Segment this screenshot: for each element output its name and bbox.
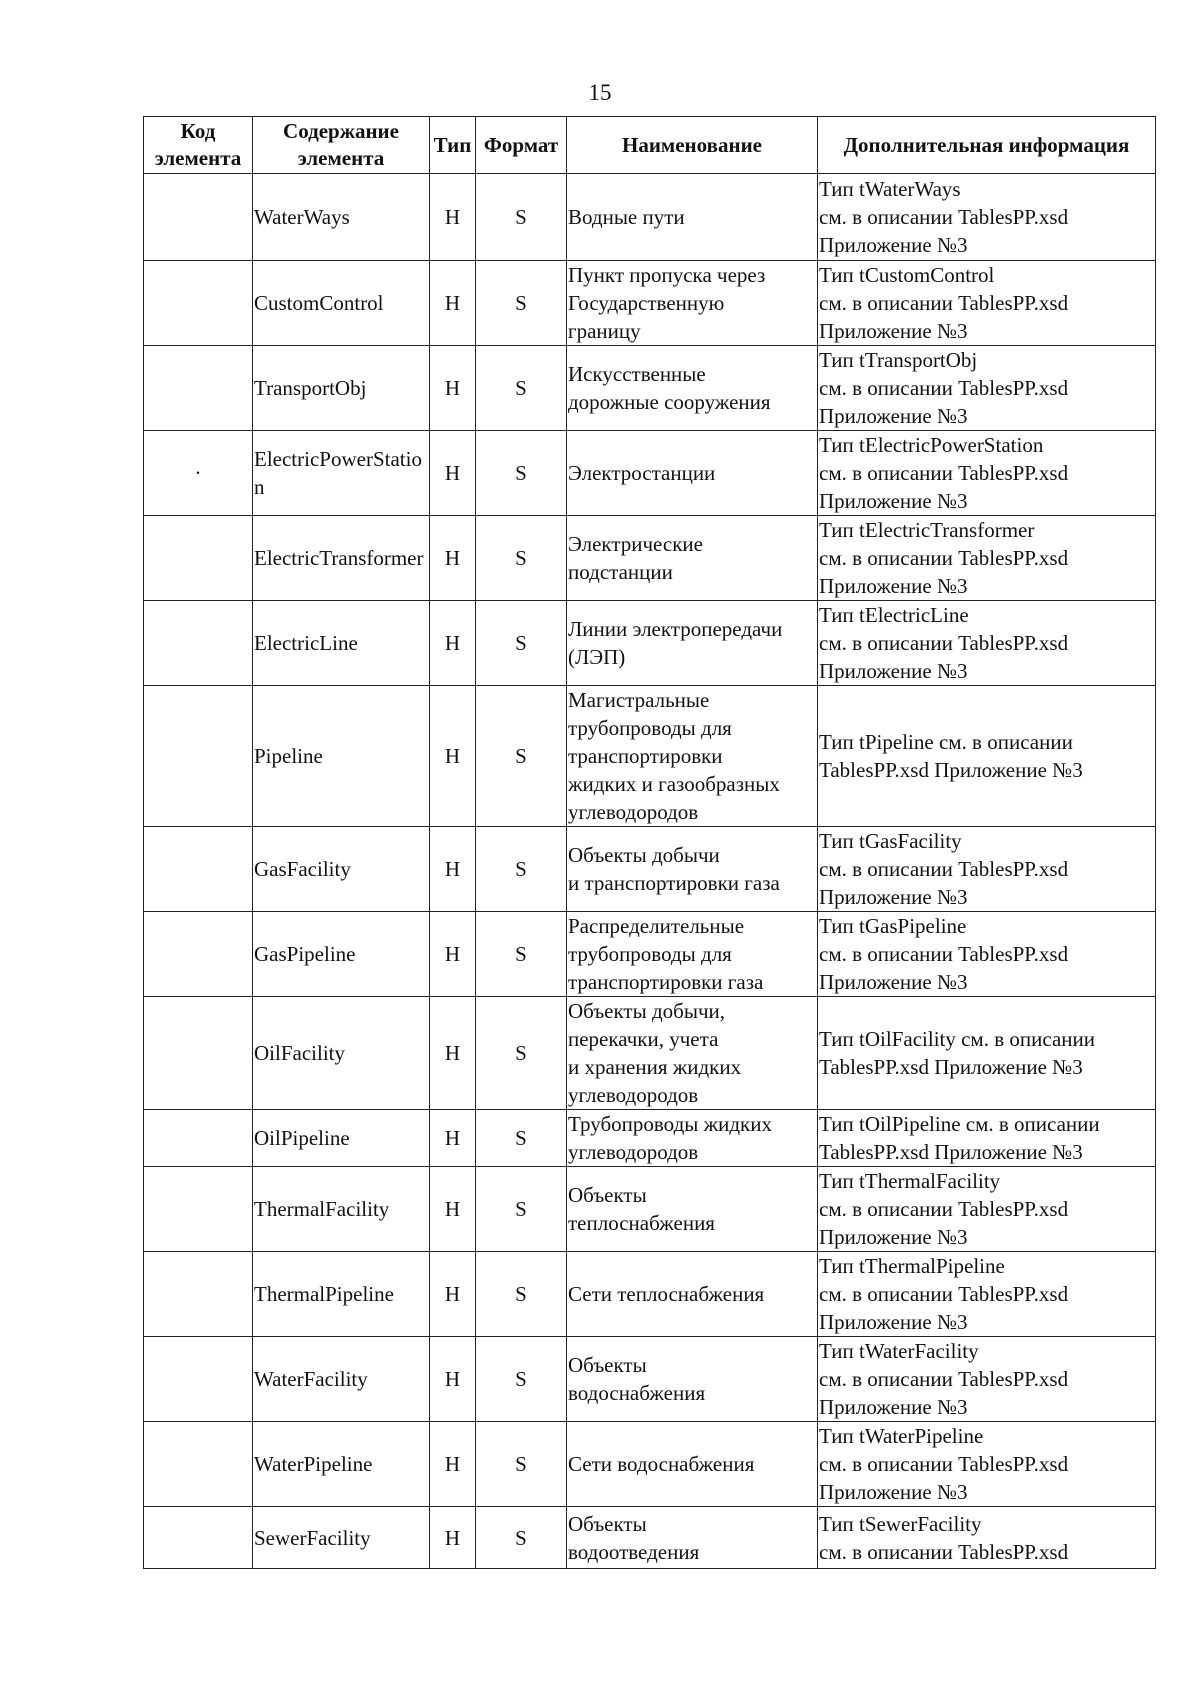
cell-type-text: Н: [444, 1367, 461, 1391]
cell-type: [430, 1252, 476, 1337]
cell-type-text: Н: [444, 857, 461, 881]
cell-format: [476, 912, 567, 997]
cell-code-text: ·: [194, 461, 202, 485]
cell-format: [476, 346, 567, 431]
cell-name-text: Объекты водоотведения: [568, 1511, 700, 1564]
cell-content: [253, 1252, 430, 1337]
cell-type-text: Н: [444, 291, 461, 315]
cell-format-text: S: [515, 1525, 527, 1550]
cell-info-text: Тип tThermalPipeline см. в описании TablesPP.xsd Приложение №3: [819, 1254, 1069, 1334]
header-type: Тип: [430, 117, 476, 174]
table-row: [144, 1337, 1156, 1422]
cell-info: [818, 516, 1156, 601]
cell-info-text: Тип tElectricPowerStation см. в описании TablesPP.xsd Приложение №3: [819, 433, 1069, 513]
cell-name-text: Пункт пропуска через Государственную границу: [568, 263, 766, 343]
cell-type: [430, 1422, 476, 1507]
cell-type: [430, 1167, 476, 1252]
cell-content: [253, 912, 430, 997]
cell-format-text: S: [515, 857, 527, 881]
cell-info-text: Тип tThermalFacility см. в описании TablesPP.xsd Приложение №3: [819, 1169, 1069, 1249]
cell-name: [567, 997, 818, 1110]
cell-code: [144, 431, 253, 516]
cell-content-text: GasFacility: [254, 857, 351, 881]
cell-content-text: WaterPipeline: [254, 1452, 373, 1476]
cell-name: [567, 1337, 818, 1422]
cell-format: [476, 601, 567, 686]
cell-format: [476, 997, 567, 1110]
table-row: [144, 686, 1156, 827]
cell-info: [818, 261, 1156, 346]
cell-format: [476, 1337, 567, 1422]
cell-type: [430, 827, 476, 912]
cell-content: [253, 516, 430, 601]
cell-name-text: Линии электропередачи (ЛЭП): [568, 617, 783, 669]
cell-type-text: Н: [444, 461, 461, 485]
cell-name: [567, 686, 818, 827]
cell-name: [567, 1507, 818, 1569]
cell-type-text: Н: [444, 1041, 461, 1065]
cell-name-text: Сети водоснабжения: [568, 1452, 755, 1476]
cell-type: [430, 1507, 476, 1569]
cell-format: [476, 827, 567, 912]
cell-code: [144, 1507, 253, 1569]
cell-format-text: S: [515, 291, 527, 315]
cell-format-text: S: [515, 1126, 527, 1150]
cell-content-text: WaterFacility: [254, 1367, 368, 1391]
cell-name-text: Сети теплоснабжения: [568, 1282, 765, 1306]
header-info: Дополнительная информация: [818, 117, 1156, 174]
cell-name-text: Объекты теплоснабжения: [568, 1183, 715, 1235]
cell-code: [144, 997, 253, 1110]
cell-info-text: Тип tPipeline см. в описании TablesPP.xsd Приложение №3: [819, 730, 1083, 782]
cell-content: [253, 431, 430, 516]
cell-format-text: S: [515, 744, 527, 768]
cell-content-text: TransportObj: [254, 376, 367, 400]
table-row: [144, 174, 1156, 261]
cell-code: [144, 1337, 253, 1422]
cell-name-text: Водные пути: [568, 205, 685, 229]
cell-content: [253, 174, 430, 261]
cell-content-text: GasPipeline: [254, 942, 356, 966]
cell-content: [253, 1337, 430, 1422]
cell-type: [430, 346, 476, 431]
cell-code: [144, 1252, 253, 1337]
header-name: Наименование: [567, 117, 818, 174]
cell-name-text: Искусственные дорожные сооружения: [568, 362, 771, 414]
cell-name: [567, 431, 818, 516]
cell-type-text: Н: [444, 546, 461, 570]
cell-type: [430, 174, 476, 261]
table-row: [144, 912, 1156, 997]
cell-content: [253, 1167, 430, 1252]
cell-info-text: Тип tWaterFacility см. в описании TablesPP.xsd Приложение №3: [819, 1339, 1069, 1419]
cell-type-text: Н: [444, 631, 461, 655]
cell-type: [430, 431, 476, 516]
cell-info-text: Тип tCustomControl см. в описании TablesPP.xsd Приложение №3: [819, 263, 1069, 343]
cell-content: [253, 1507, 430, 1569]
cell-name: [567, 1110, 818, 1167]
cell-type: [430, 912, 476, 997]
cell-code: [144, 1422, 253, 1507]
cell-code: [144, 346, 253, 431]
cell-format: [476, 516, 567, 601]
cell-content-text: ThermalFacility: [254, 1197, 390, 1221]
cell-name: [567, 912, 818, 997]
header-content: Содержание элемента: [253, 117, 430, 174]
cell-content-text: ElectricLine: [254, 631, 358, 655]
cell-format-text: S: [515, 461, 527, 485]
cell-content: [253, 997, 430, 1110]
cell-code: [144, 1110, 253, 1167]
header-row: [144, 117, 1156, 174]
cell-info: [818, 174, 1156, 261]
cell-name-text: Объекты добычи и транспортировки газа: [568, 843, 780, 895]
cell-content: [253, 346, 430, 431]
cell-info: [818, 1167, 1156, 1252]
cell-type: [430, 997, 476, 1110]
cell-name-text: Электростанции: [568, 461, 716, 485]
cell-format: [476, 1507, 567, 1569]
cell-content-text: ThermalPipeline: [254, 1282, 394, 1306]
table-row: [144, 601, 1156, 686]
cell-name-text: Магистральные трубопроводы для транспортировки жидких и газообразных углеводородов: [568, 688, 780, 824]
cell-content: [253, 261, 430, 346]
cell-content-text: OilPipeline: [254, 1126, 350, 1150]
cell-format-text: S: [515, 546, 527, 570]
cell-format-text: S: [515, 1452, 527, 1476]
cell-info-text: Тип tOilPipeline см. в описании TablesPP.xsd Приложение №3: [819, 1112, 1100, 1164]
cell-info: [818, 686, 1156, 827]
cell-format-text: S: [515, 1197, 527, 1221]
cell-content-text: SewerFacility: [254, 1525, 371, 1550]
cell-type-text: Н: [444, 1452, 461, 1476]
cell-info: [818, 997, 1156, 1110]
cell-name: [567, 174, 818, 261]
cell-type-text: Н: [444, 1282, 461, 1306]
cell-name: [567, 827, 818, 912]
cell-code: [144, 1167, 253, 1252]
element-table: [143, 116, 1156, 1569]
cell-content-text: Pipeline: [254, 744, 323, 768]
cell-content: [253, 1422, 430, 1507]
cell-name-text: Трубопроводы жидких углеводородов: [568, 1112, 772, 1164]
cell-content: [253, 827, 430, 912]
table-row: [144, 1167, 1156, 1252]
cell-content-text: ElectricTransformer: [254, 546, 424, 570]
cell-format-text: S: [515, 942, 527, 966]
cell-content-text: CustomControl: [254, 291, 384, 315]
header-format: Формат: [476, 117, 567, 174]
cell-format: [476, 686, 567, 827]
cell-info-text: Тип tWaterWays см. в описании TablesPP.xsd Приложение №3: [819, 177, 1069, 257]
cell-name: [567, 601, 818, 686]
cell-code: [144, 686, 253, 827]
cell-name-text: Объекты добычи, перекачки, учета и хранения жидких углеводородов: [568, 999, 742, 1107]
cell-format: [476, 174, 567, 261]
cell-content: [253, 1110, 430, 1167]
cell-content: [253, 686, 430, 827]
cell-info: [818, 1252, 1156, 1337]
cell-type-text: Н: [444, 942, 461, 966]
cell-content-text: OilFacility: [254, 1041, 345, 1065]
cell-info-text: Тип tElectricLine см. в описании TablesPP.xsd Приложение №3: [819, 603, 1069, 683]
cell-format: [476, 1167, 567, 1252]
cell-code: [144, 174, 253, 261]
cell-info-text: Тип tElectricTransformer см. в описании TablesPP.xsd Приложение №3: [819, 518, 1069, 598]
table-row: [144, 346, 1156, 431]
cell-name: [567, 516, 818, 601]
cell-name: [567, 1252, 818, 1337]
cell-code: [144, 827, 253, 912]
cell-info: [818, 1337, 1156, 1422]
table-row: [144, 827, 1156, 912]
table-row: [144, 1252, 1156, 1337]
cell-type: [430, 1110, 476, 1167]
cell-format: [476, 431, 567, 516]
table-row: [144, 261, 1156, 346]
table-row: [144, 431, 1156, 516]
table-row: [144, 1110, 1156, 1167]
cell-name: [567, 261, 818, 346]
cell-info: [818, 827, 1156, 912]
cell-format: [476, 1110, 567, 1167]
cell-name-text: Объекты водоснабжения: [568, 1353, 706, 1405]
cell-info-text: Тип tGasFacility см. в описании TablesPP.xsd Приложение №3: [819, 829, 1069, 909]
cell-info: [818, 1110, 1156, 1167]
cell-type: [430, 1337, 476, 1422]
cell-content: [253, 601, 430, 686]
cell-content-text: WaterWays: [254, 205, 350, 229]
cell-type: [430, 516, 476, 601]
cell-name: [567, 346, 818, 431]
cell-format-text: S: [515, 631, 527, 655]
cell-format: [476, 261, 567, 346]
cell-format: [476, 1252, 567, 1337]
cell-code: [144, 601, 253, 686]
cell-info-text: Тип tWaterPipeline см. в описании TablesPP.xsd Приложение №3: [819, 1424, 1069, 1504]
cell-type: [430, 686, 476, 827]
cell-info-text: Тип tOilFacility см. в описании TablesPP.xsd Приложение №3: [819, 1027, 1095, 1079]
table-row: [144, 1422, 1156, 1507]
cell-type-text: Н: [444, 205, 461, 229]
cell-format-text: S: [515, 1367, 527, 1391]
cell-format-text: S: [515, 205, 527, 229]
cell-code: [144, 516, 253, 601]
cell-name: [567, 1167, 818, 1252]
cell-format: [476, 1422, 567, 1507]
cell-info: [818, 346, 1156, 431]
cell-info: [818, 1422, 1156, 1507]
cell-info-text: Тип tGasPipeline см. в описании TablesPP.xsd Приложение №3: [819, 914, 1069, 994]
table-header: [144, 117, 1156, 174]
cell-name-text: Распределительные трубопроводы для транспортировки газа: [568, 914, 764, 994]
cell-code: [144, 261, 253, 346]
cell-info: [818, 601, 1156, 686]
cell-info: [818, 912, 1156, 997]
table-body: [144, 174, 1156, 1569]
cell-code: [144, 912, 253, 997]
cell-type: [430, 601, 476, 686]
cell-type-text: Н: [444, 376, 461, 400]
cell-name-text: Электрические подстанции: [568, 532, 703, 584]
table-row: [144, 1507, 1156, 1569]
cell-info-text: Тип tTransportObj см. в описании TablesPP.xsd Приложение №3: [819, 348, 1069, 428]
cell-format-text: S: [515, 376, 527, 400]
page-number: 15: [588, 80, 612, 105]
cell-format-text: S: [515, 1282, 527, 1306]
cell-type-text: Н: [444, 1126, 461, 1150]
cell-type-text: Н: [444, 1197, 461, 1221]
cell-info: [818, 431, 1156, 516]
cell-name: [567, 1422, 818, 1507]
table-row: [144, 516, 1156, 601]
cell-info-text: Тип tSewerFacility см. в описании TablesPP.xsd: [819, 1511, 1069, 1564]
cell-type-text: Н: [444, 1525, 461, 1550]
cell-format-text: S: [515, 1041, 527, 1065]
cell-info: [818, 1507, 1156, 1569]
cell-type-text: Н: [444, 744, 461, 768]
header-code: Код элемента: [144, 117, 253, 174]
table-row: [144, 997, 1156, 1110]
cell-type: [430, 261, 476, 346]
cell-content-text: ElectricPowerStation: [254, 447, 422, 499]
